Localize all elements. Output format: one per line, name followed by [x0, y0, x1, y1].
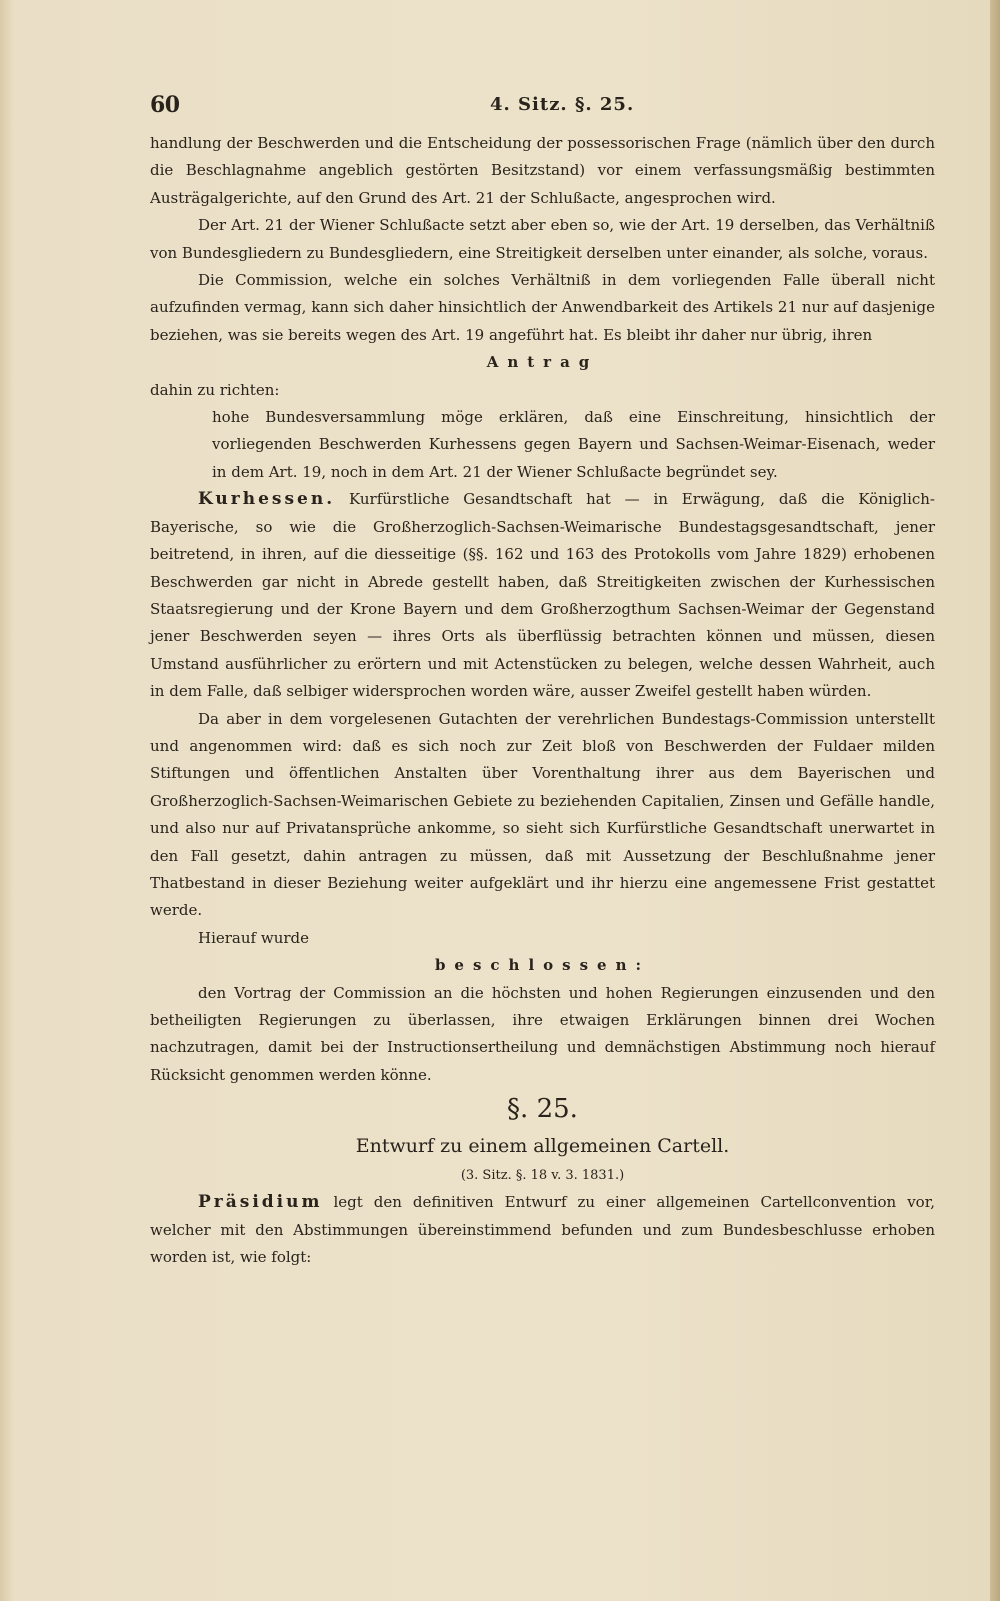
kurhessen-text: Kurfürstliche Gesandtschaft hat — in Erwägung, daß die Königlich-Bayerische, so wie die Großherzoglich-Sachsen-Weimarische Bundestagsgesandtschaft, jener beitretend, in ihren, auf die diesseitige (§§. 162 und 163 des Protokolls vom Jahre 1829) erhobenen Beschwerden gar nicht in Abrede gestellt haben, daß Streitigkeiten zwischen der Kurhessischen Staatsregierung und der Krone Bayern und dem Großherzogthum Sachsen-Weimar der Gegenstand jener Beschwerden seyen — ihres Orts als überflüssig betrachten können und müssen, diesen Umstand ausführlicher zu erörtern und mit Actenstücken zu belegen, welche dessen Wahrheit, auch in dem Falle, daß selbiger widersprochen worden wäre, ausser Zweifel gestellt haben würden.: [150, 490, 935, 701]
section-title: Entwurf zu einem allgemeinen Cartell.: [355, 1135, 730, 1158]
page-edge: [990, 0, 1000, 1601]
section-number: §. 25.: [507, 1094, 578, 1125]
running-head: 4. Sitz. §. 25.: [490, 94, 635, 115]
page-body: [150, 130, 935, 1271]
paragraph-commission: Die Commission, welche ein solches Verhältniß in dem vorliegenden Falle überall nicht aufzufinden vermag, kann sich daher hinsichtlich der Anwendbarkeit des Artikels 21 nur auf dasjenige beziehen, was sie bereits wegen des Art. 19 angeführt hat. Es bleibt ihr daher nur übrig, ihren: [150, 271, 935, 344]
beschluss-lead: Hierauf wurde: [198, 928, 309, 947]
antrag-text: hohe Bundesversammlung möge erklären, daß eine Einschreitung, hinsichtlich der vorliegenden Beschwerden Kurhessens gegen Bayern und Sachsen-Weimar-Eisenach, weder in dem Art. 19, noch in dem Art. 21 der Wiener Schlußacte begründet sey.: [212, 408, 935, 481]
antrag-lead: dahin zu richten:: [150, 380, 280, 399]
section-reference: (3. Sitz. §. 18 v. 3. 1831.): [460, 1168, 625, 1184]
speaker-kurhessen: Kurhessen.: [198, 489, 336, 510]
paragraph-handlung: handlung der Beschwerden und die Entscheidung der possessorischen Frage (nämlich über den durch die Beschlagnahme angeblich gestörten Besitzstand) vor einem verfassungsmäßig bestimmten Austrägalgerichte, auf den Grund des Art. 21 der Schlußacte, angesprochen wird.: [150, 134, 935, 207]
paragraph-art21: Der Art. 21 der Wiener Schlußacte setzt aber eben so, wie der Art. 19 derselben, das Verhältniß von Bundesgliedern zu Bundesgliedern, eine Streitigkeit derselben unter einander, als solche, voraus.: [150, 216, 935, 262]
page-header: [150, 92, 935, 122]
page-number: 60: [150, 92, 180, 118]
paragraph-praesidium: [150, 1189, 935, 1271]
paragraph-da-aber: Da aber in dem vorgelesenen Gutachten der verehrlichen Bundestags-Commission unterstellt und angenommen wird: daß es sich noch zur Zeit bloß von Beschwerden der Fuldaer milden Stiftungen und öffentlichen Anstalten über Vorenthaltung ihrer aus dem Bayerischen und Großherzoglich-Sachsen-Weimarischen Gebiete zu beziehenden Capitalien, Zinsen und Gefälle handle, und also nur auf Privatansprüche ankomme, so sieht sich Kurfürstliche Gesandtschaft unerwartet in den Fall gesetzt, dahin antragen zu müssen, daß mit Aussetzung der Beschlußnahme jener Thatbestand in dieser Beziehung weiter aufgeklärt und ihr hierzu eine angemessene Frist gestattet werde.: [150, 709, 935, 920]
antrag-heading: Antrag: [486, 353, 599, 372]
beschluss-heading: beschlossen:: [434, 956, 651, 975]
beschluss-text: den Vortrag der Commission an die höchsten und hohen Regierungen einzusenden und den betheiligten Regierungen zu überlassen, ihre etwaigen Erklärungen binnen drei Wochen nachzutragen, damit bei der Instructionsertheilung und demnächstigen Abstimmung noch hierauf Rücksicht genommen werden könne.: [150, 983, 935, 1084]
praesidium-text: legt den definitiven Entwurf zu einer allgemeinen Cartellconvention vor, welcher mit den Abstimmungen übereinstimmend befunden und zum Bundesbeschlusse erhoben worden ist, wie folgt:: [150, 1193, 935, 1267]
speaker-praesidium: Präsidium: [198, 1192, 323, 1213]
paragraph-kurhessen: [150, 486, 935, 705]
